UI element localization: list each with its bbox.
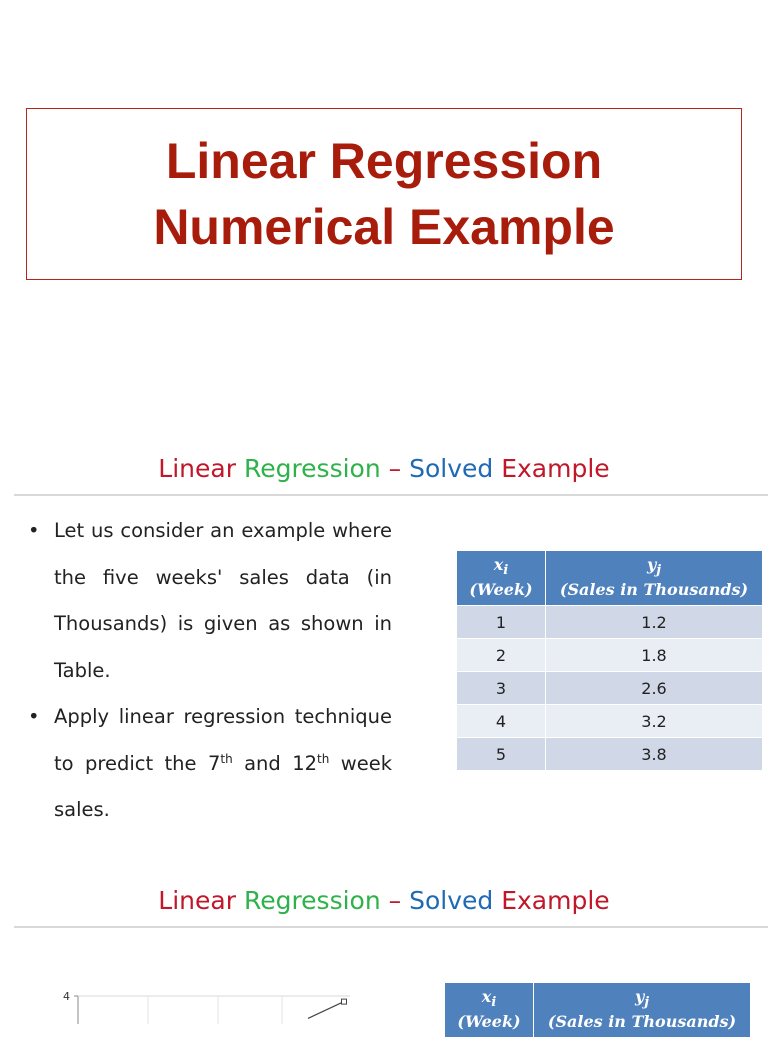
- table-row: [457, 606, 763, 639]
- cell-sales: 1.8: [546, 639, 763, 672]
- bullet-superscript: th: [317, 751, 330, 766]
- header-label: (Sales in Thousands): [547, 1012, 737, 1032]
- cell-sales: 3.8: [546, 738, 763, 771]
- header-subscript: i: [491, 994, 497, 1011]
- header-week: [457, 551, 546, 606]
- bullet-text: Let us consider an example where the five weeks' sales data (in Thousands) is given as shown in Table.: [54, 519, 392, 682]
- heading-word-example: Example: [501, 886, 610, 915]
- header-subscript: i: [503, 562, 509, 579]
- title-line-1: Linear Regression: [165, 133, 603, 189]
- header-symbol: y: [634, 987, 645, 1006]
- header-label: (Week): [457, 1012, 521, 1032]
- header-sales: [546, 551, 763, 606]
- cell-week: 2: [457, 639, 546, 672]
- table-row: [457, 639, 763, 672]
- y-tick-label: 4: [63, 990, 70, 1003]
- bullet-text-part: and 12: [232, 751, 318, 775]
- bullet-list: [28, 508, 392, 834]
- table-header-row: [457, 551, 763, 606]
- heading-dash: –: [388, 454, 402, 483]
- title-box: [26, 108, 742, 280]
- header-symbol: y: [646, 555, 657, 574]
- bullet-text-part: week sales.: [54, 751, 392, 821]
- table-row: [457, 738, 763, 771]
- heading-word-linear: Linear: [158, 454, 236, 483]
- table-header-row: [445, 983, 751, 1038]
- cell-sales: 2.6: [546, 672, 763, 705]
- bullet-item: [28, 508, 392, 694]
- bullet-dot-icon: •: [28, 519, 40, 542]
- heading-word-solved: Solved: [409, 886, 494, 915]
- sales-table-2: [444, 982, 751, 1038]
- header-sales: [534, 983, 751, 1038]
- header-label: (Week): [469, 580, 533, 600]
- heading-divider: [14, 494, 768, 496]
- bullet-superscript: th: [220, 751, 233, 766]
- cell-sales: 1.2: [546, 606, 763, 639]
- heading-word-linear: Linear: [158, 886, 236, 915]
- cell-week: 3: [457, 672, 546, 705]
- header-symbol: x: [481, 987, 492, 1006]
- header-week: [445, 983, 534, 1038]
- header-symbol: x: [493, 555, 504, 574]
- header-subscript: j: [644, 994, 650, 1011]
- bullet-text-part: Apply linear regression technique to predict the 7: [54, 705, 392, 775]
- heading-divider-2: [14, 926, 768, 928]
- heading-word-regression: Regression: [243, 454, 381, 483]
- heading-word-example: Example: [501, 454, 610, 483]
- table-row: [457, 705, 763, 738]
- slide-heading-2: [0, 886, 768, 915]
- cell-week: 4: [457, 705, 546, 738]
- cell-week: 1: [457, 606, 546, 639]
- bullet-dot-icon: •: [28, 705, 40, 728]
- cell-sales: 3.2: [546, 705, 763, 738]
- sales-table: [456, 550, 763, 771]
- bullet-item: [28, 694, 392, 834]
- slide-heading: [0, 454, 768, 483]
- header-subscript: j: [656, 562, 662, 579]
- data-point: [342, 999, 347, 1004]
- heading-word-solved: Solved: [409, 454, 494, 483]
- heading-dash: –: [388, 886, 402, 915]
- bullet-text: [54, 694, 392, 834]
- heading-word-regression: Regression: [243, 886, 381, 915]
- cell-week: 5: [457, 738, 546, 771]
- table-row: [457, 672, 763, 705]
- regression-chart: [40, 988, 370, 1024]
- header-label: (Sales in Thousands): [559, 580, 749, 600]
- series-line: [308, 1002, 344, 1019]
- title-line-2: Numerical Example: [153, 199, 615, 255]
